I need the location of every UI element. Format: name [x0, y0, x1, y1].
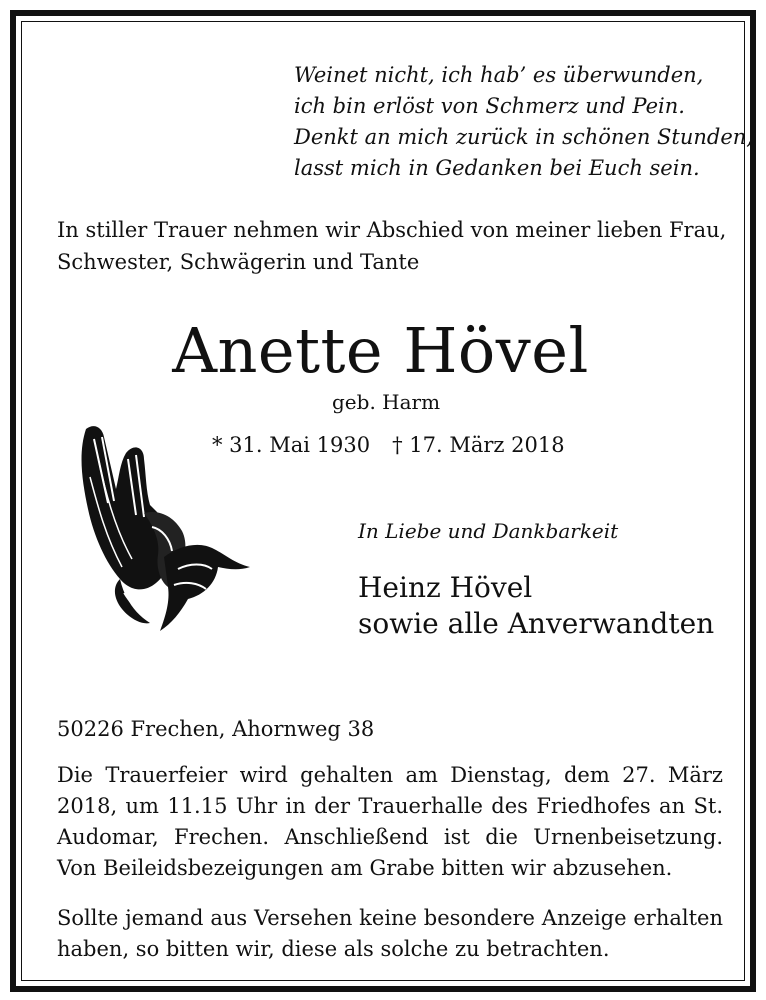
deceased-name: Anette Hövel: [172, 314, 589, 387]
maiden-name: geb. Harm: [332, 390, 441, 414]
poem-line: Weinet nicht, ich hab’ es überwunden,: [294, 63, 704, 87]
intro-text: [57, 214, 737, 278]
poem-line: ich bin erlöst von Schmerz und Pein.: [294, 94, 685, 118]
address: 50226 Frechen, Ahornweg 38: [57, 717, 375, 741]
signers: [358, 570, 714, 642]
signer-line: Heinz Hövel: [358, 571, 533, 604]
poem-line: Denkt an mich zurück in schönen Stunden,: [294, 125, 753, 149]
signer-line: sowie alle Anverwandten: [358, 607, 715, 640]
intro-line: Schwester, Schwägerin und Tante: [57, 250, 420, 274]
birth-date: * 31. Mai 1930: [212, 433, 371, 457]
intro-line: In stiller Trauer nehmen wir Abschied von meiner lieben Frau,: [57, 218, 727, 242]
death-date: † 17. März 2018: [392, 433, 565, 457]
thanks-text: In Liebe und Dankbarkeit: [358, 519, 619, 543]
poem-line: lasst mich in Gedanken bei Euch sein.: [294, 156, 700, 180]
funeral-info: Die Trauerfeier wird gehalten am Dienstag, dem 27. März 2018, um 11.15 Uhr in der Trauerhalle des Friedhofes an St. Audomar, Frechen. Anschließend ist die Urnenbeisetzung. Von Beileidsbezeigungen am Grabe bitten wir abzusehen.: [57, 763, 723, 880]
praying-hands-icon: [64, 417, 254, 642]
obituary-frame: [10, 10, 756, 992]
life-dates: [212, 430, 565, 460]
obituary-inner-border: [21, 21, 753, 981]
notice-text: Sollte jemand aus Versehen keine besondere Anzeige erhalten haben, so bitten wir, diese als solche zu betrachten.: [57, 906, 723, 961]
poem: [294, 60, 753, 184]
